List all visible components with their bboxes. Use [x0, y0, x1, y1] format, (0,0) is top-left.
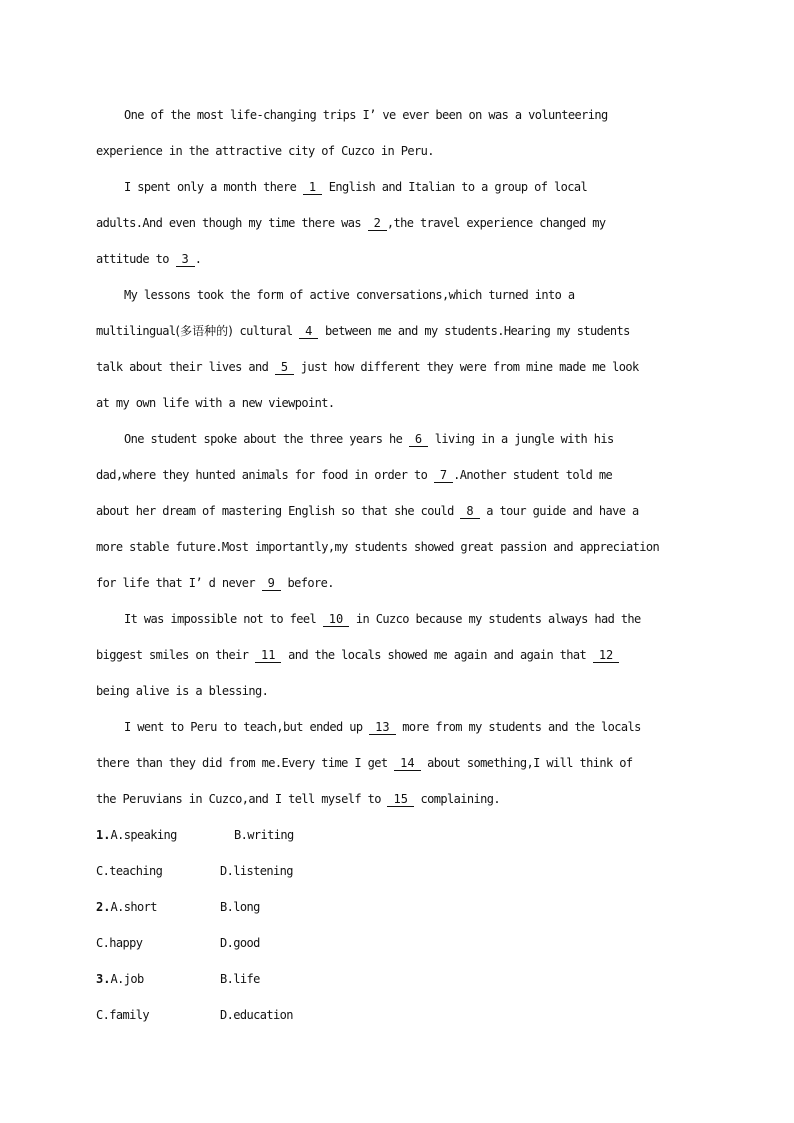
option-a: [96, 817, 234, 853]
passage-text: and the locals showed me again and again that: [281, 648, 593, 662]
passage-line: [96, 565, 696, 601]
blank-15: 15: [387, 792, 413, 807]
passage-line: [96, 457, 696, 493]
passage-text: One student spoke about the three years he: [124, 432, 409, 446]
passage-line: [96, 313, 696, 349]
blank-11: 11: [255, 648, 281, 663]
passage-line: [96, 529, 696, 565]
passage-text: living in a jungle with his: [428, 432, 614, 446]
option-a-text: A.short: [110, 900, 157, 914]
question-options: [96, 817, 696, 1033]
passage-line: [96, 493, 696, 529]
passage-text: .Another student told me: [453, 468, 613, 482]
passage-line: [96, 421, 696, 457]
passage-line: [96, 601, 696, 637]
passage-text: about something,I will think of: [420, 756, 633, 770]
question-3-row-cd: [96, 997, 696, 1033]
blank-10: 10: [323, 612, 349, 627]
passage-text: in Cuzco because my students always had the: [349, 612, 641, 626]
passage-line: [96, 709, 696, 745]
passage-text: before.: [280, 576, 334, 590]
blank-1: 1: [303, 180, 322, 195]
question-number: 1.: [96, 828, 111, 842]
passage-text: dad,where they hunted animals for food in order to: [96, 468, 434, 482]
option-d: D.good: [220, 936, 260, 950]
passage-text: adults.And even though my time there was: [96, 216, 368, 230]
option-d: D.education: [220, 1008, 293, 1022]
blank-12: 12: [593, 648, 619, 663]
option-c: C.family: [96, 1008, 149, 1022]
question-2-row-cd: [96, 925, 696, 961]
passage-text: biggest smiles on their: [96, 648, 255, 662]
passage-text: a tour guide and have a: [479, 504, 639, 518]
passage-text: for life that I’ d never: [96, 576, 262, 590]
option-c: C.teaching: [96, 864, 163, 878]
question-number: 2.: [96, 900, 111, 914]
option-a-text: A.speaking: [110, 828, 177, 842]
blank-2: 2: [368, 216, 387, 231]
passage-text: more stable future.Most importantly,my students showed great passion and appreciation: [96, 540, 660, 554]
question-1-row-ab: [96, 817, 696, 853]
question-1-row-cd: [96, 853, 696, 889]
blank-13: 13: [369, 720, 395, 735]
option-b: B.writing: [234, 828, 294, 842]
passage-text: It was impossible not to feel: [124, 612, 323, 626]
passage-text: there than they did from me.Every time I get: [96, 756, 395, 770]
option-a-text: A.job: [110, 972, 144, 986]
passage-line: [96, 781, 696, 817]
blank-4: 4: [299, 324, 318, 339]
passage-text: multilingual: [96, 324, 176, 338]
passage-line: [96, 673, 696, 709]
option-c: C.happy: [96, 936, 143, 950]
passage-text: at my own life with a new viewpoint.: [96, 396, 335, 410]
blank-9: 9: [262, 576, 281, 591]
passage-line: [96, 97, 696, 133]
passage-line: [96, 205, 696, 241]
passage-text: cultural: [232, 324, 300, 338]
passage-line: [96, 133, 696, 169]
chinese-gloss: (多语种的): [175, 324, 233, 338]
blank-3: 3: [176, 252, 195, 267]
blank-7: 7: [434, 468, 453, 483]
passage-text: .: [194, 252, 202, 266]
passage-line: [96, 349, 696, 385]
passage-text: experience in the attractive city of Cuzco in Peru.: [96, 144, 434, 158]
option-d: D.listening: [220, 864, 293, 878]
option-a: [96, 961, 220, 997]
document-content: [96, 97, 696, 1033]
passage-line: [96, 637, 696, 673]
passage-line: [96, 277, 696, 313]
passage-line: [96, 169, 696, 205]
passage-text: My lessons took the form of active conversations,which turned into a: [124, 288, 575, 302]
cloze-passage: [96, 97, 696, 817]
blank-14: 14: [394, 756, 420, 771]
passage-line: [96, 745, 696, 781]
passage-text: I went to Peru to teach,but ended up: [124, 720, 370, 734]
question-3-row-ab: [96, 961, 696, 997]
question-2-row-ab: [96, 889, 696, 925]
passage-text: One of the most life-changing trips I’ ve ever been on was a volunteering: [124, 108, 608, 122]
option-b: B.long: [220, 900, 260, 914]
passage-text: just how different they were from mine made me look: [294, 360, 639, 374]
passage-text: I spent only a month there: [124, 180, 303, 194]
blank-6: 6: [409, 432, 428, 447]
blank-8: 8: [460, 504, 479, 519]
passage-text: about her dream of mastering English so that she could: [96, 504, 461, 518]
passage-text: complaining.: [413, 792, 501, 806]
passage-line: [96, 241, 696, 277]
passage-text: the Peruvians in Cuzco,and I tell myself to: [96, 792, 388, 806]
option-b: B.life: [220, 972, 260, 986]
question-number: 3.: [96, 972, 111, 986]
passage-text: between me and my students.Hearing my students: [318, 324, 630, 338]
passage-text: ,the travel experience changed my: [386, 216, 606, 230]
blank-5: 5: [275, 360, 294, 375]
passage-text: talk about their lives and: [96, 360, 275, 374]
passage-text: English and Italian to a group of local: [322, 180, 588, 194]
passage-text: more from my students and the locals: [395, 720, 641, 734]
passage-text: attitude to: [96, 252, 176, 266]
option-a: [96, 889, 220, 925]
passage-text: being alive is a blessing.: [96, 684, 269, 698]
passage-line: [96, 385, 696, 421]
